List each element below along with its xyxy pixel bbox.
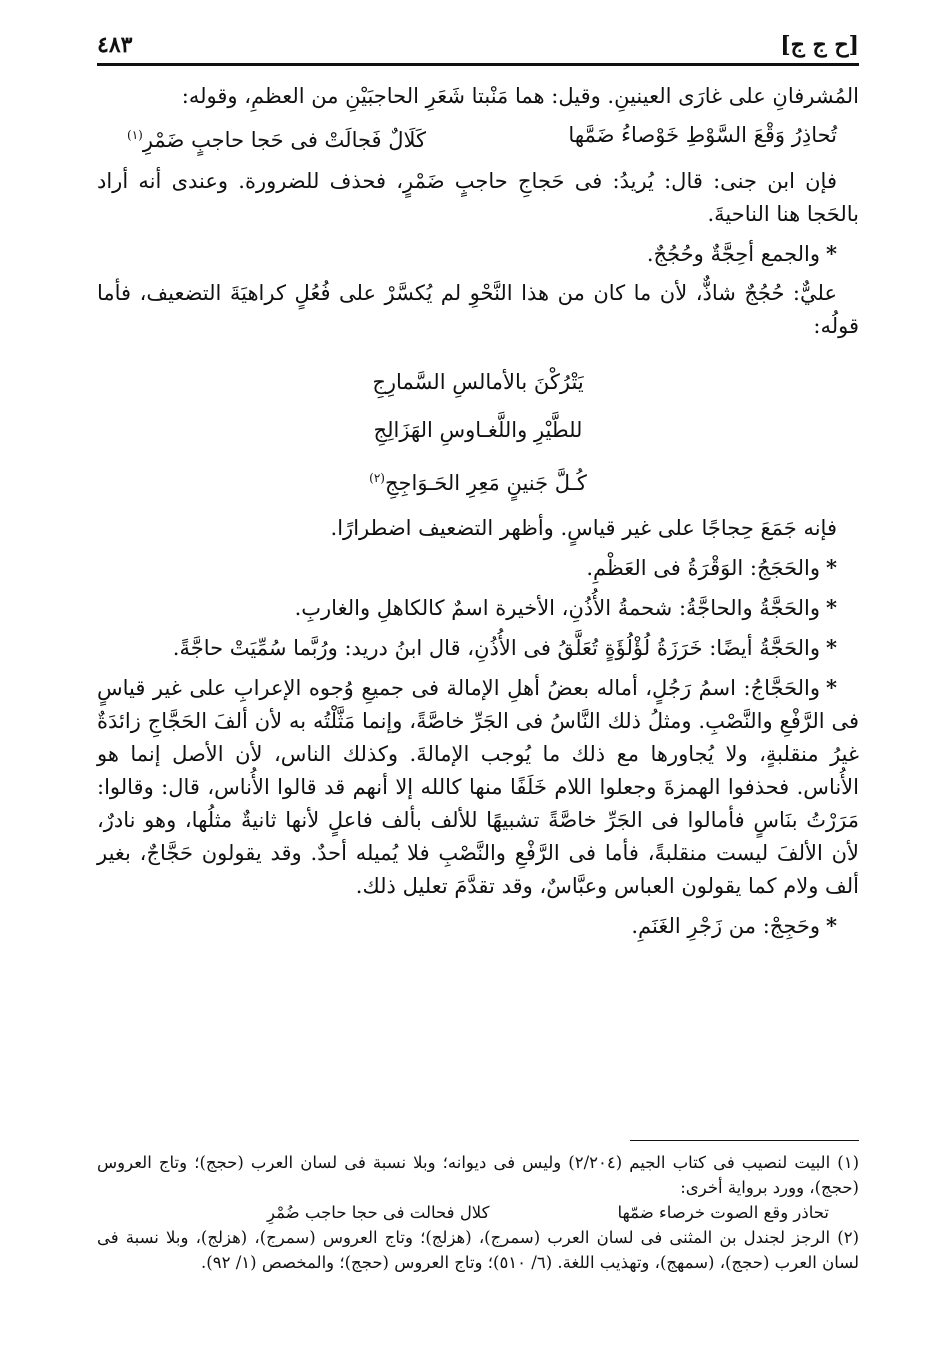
entry-item: *والحَجَّةُ والحاجَّةُ: شحمةُ الأُذُنِ، الأخيرة اسمٌ كالكاهلِ والغاربِ. [294, 595, 837, 620]
star-marker: * [826, 555, 837, 580]
entry-item: *والحَجَّاجُ: اسمُ رَجُلٍ، أماله بعضُ أهلِ الإمالة فى جميعِ وُجوه الإعرابِ على غير قياسٍ فى الرَّفْعِ والنَّصْبِ. ومثلُ ذلك النَّاسُ فى الجَرِّ خاصَّةً، وإنما مَثَّلْتُه به لأن ألفَ الحَجَّاجِ زائدَةٌ غيرُ منقلبةٍ، ولا يُجاورها مع ذلك ما يُوجب الإمالةَ. وكذلك الناس، لأن الأصل إنما هو الأُناس. فحذفوا الهمزةَ وجعلوا اللام خَلَفًا منها كالله إلا أنهم قد قالوا الأُناس، قال: وقالوا: مَرَرْتُ بنَاسٍ فأمالوا فى الجَرِّ خاصَّةً تشبيهًا للألف بألف فاعلٍ لأنها ثانيةٌ مثلُها، وهو نادرٌ، لأن الألفَ ليست منقلبةً، فأما فى الرَّفْعِ والنَّصْبِ فلا يُميله أحدٌ. وقد يقولون حَجَّاجٌ، بغير ألف ولام كما يقولون العباس وعبَّاسٌ، وقد تقدَّمَ تعليل ذلك. [97, 675, 859, 898]
star-marker: * [826, 595, 837, 620]
rajaz-verses [97, 363, 859, 502]
entry-item: *والحَجَّةُ أيضًا: خَرَزَةُ لُؤْلُؤَةٍ تُعَلَّقُ فى الأُذُنِ، قال ابنُ دريد: ورُبَّما سُمِّيَتْ حاجَّةً. [172, 635, 837, 660]
paragraph: فإنه جَمَعَ حِجاجًا على غير قياسٍ. وأظهر التضعيف اضطرارًا. [330, 516, 837, 540]
footnote-ref: (٢) [369, 471, 385, 485]
star-marker: * [826, 675, 837, 700]
footnote-verse [97, 1200, 859, 1225]
footnote-rule [630, 1140, 859, 1141]
paragraph: عليٌّ: حُجُجٌ شاذٌّ، لأن ما كان من هذا النَّحْوِ لم يُكسَّرْ على فُعُلٍ كراهيَةَ التضعيف، فأما قولُه: [97, 281, 859, 338]
page-header [97, 18, 859, 62]
main-text [97, 80, 859, 949]
star-marker: * [826, 913, 837, 938]
entry-item: *وحَجِجْ: من زَجْرِ الغَنَمِ. [631, 913, 837, 938]
footnote-ref: (١) [127, 128, 143, 142]
paragraph: فإن ابن جنى: قال: يُريدُ: فى حَجاجِ حاجبٍ ضَمْرٍ، فحذف للضرورة. وعندى أنه أراد بالحَجا هنا الناحيةَ. [97, 169, 859, 226]
hemistich-right: تحاذر وقع الصوت خرصاء ضمّها [617, 1203, 829, 1222]
rajaz-line: للطَّيْرِ واللَّغـاوسِ الهَزَالِجِ [373, 418, 583, 442]
footnote-1: (١) البيت لنصيب فى كتاب الجيم (٢/٢٠٤) وليس فى ديوانه؛ وبلا نسبة فى لسان العرب (حجج)؛ وتاج العروس (حجج)، وورد برواية أخرى: [97, 1153, 859, 1197]
hemistich-left: كلال فحالت فى حجا حاجب ضُمْرِ [267, 1203, 490, 1222]
star-marker: * [826, 241, 837, 266]
rajaz-line: كُـلَّ جَنينٍ مَعِرِ الحَـوَاجِجِ$^{(٢)}$ [369, 471, 587, 495]
footnotes [97, 1150, 859, 1275]
paragraph: المُشرفانِ على غارَى العينينِ. وقيل: هما مَنْبتا شَعَرِ الحاجبَيْنِ من العظمِ، وقوله: [181, 84, 859, 108]
star-marker: * [826, 635, 837, 660]
hemistich-right: تُحاذِرُ وَقْعَ السَّوْطِ خَوْصاءُ ضَمَّها [568, 123, 837, 147]
footnote-2: (٢) الرجز لجندل بن المثنى فى لسان العرب (سمرج)، (هزلج)؛ وتاج العروس (سمرج)، (هزلج)، وبلا نسبة فى لسان العرب (حجج)، (سمهج)، وتهذيب اللغة. (٦/ ٥١٠)؛ وتاج العروس (حجج)؛ والمخصص (١/ ٩٢). [97, 1228, 859, 1272]
verse-line [97, 119, 859, 157]
rajaz-line: يَتْرُكْنَ بالأمالسِ السَّمارِجِ [372, 370, 584, 394]
entry-item: *والجمع أحِجَّةٌ وحُجُجٌ. [646, 241, 837, 266]
hemistich-left: كَلَالٌ فَجالَتْ فى حَجا حاجبٍ ضَمْرِ$^{(١)}$ [127, 128, 427, 152]
page-number: ٤٨٣ [97, 32, 133, 58]
entry-item: *والحَجَجُ: الوَقْرَةُ فى العَظْمِ. [586, 555, 837, 580]
header-rule [97, 63, 859, 66]
root-heading: [ح ج ج] [780, 32, 859, 58]
